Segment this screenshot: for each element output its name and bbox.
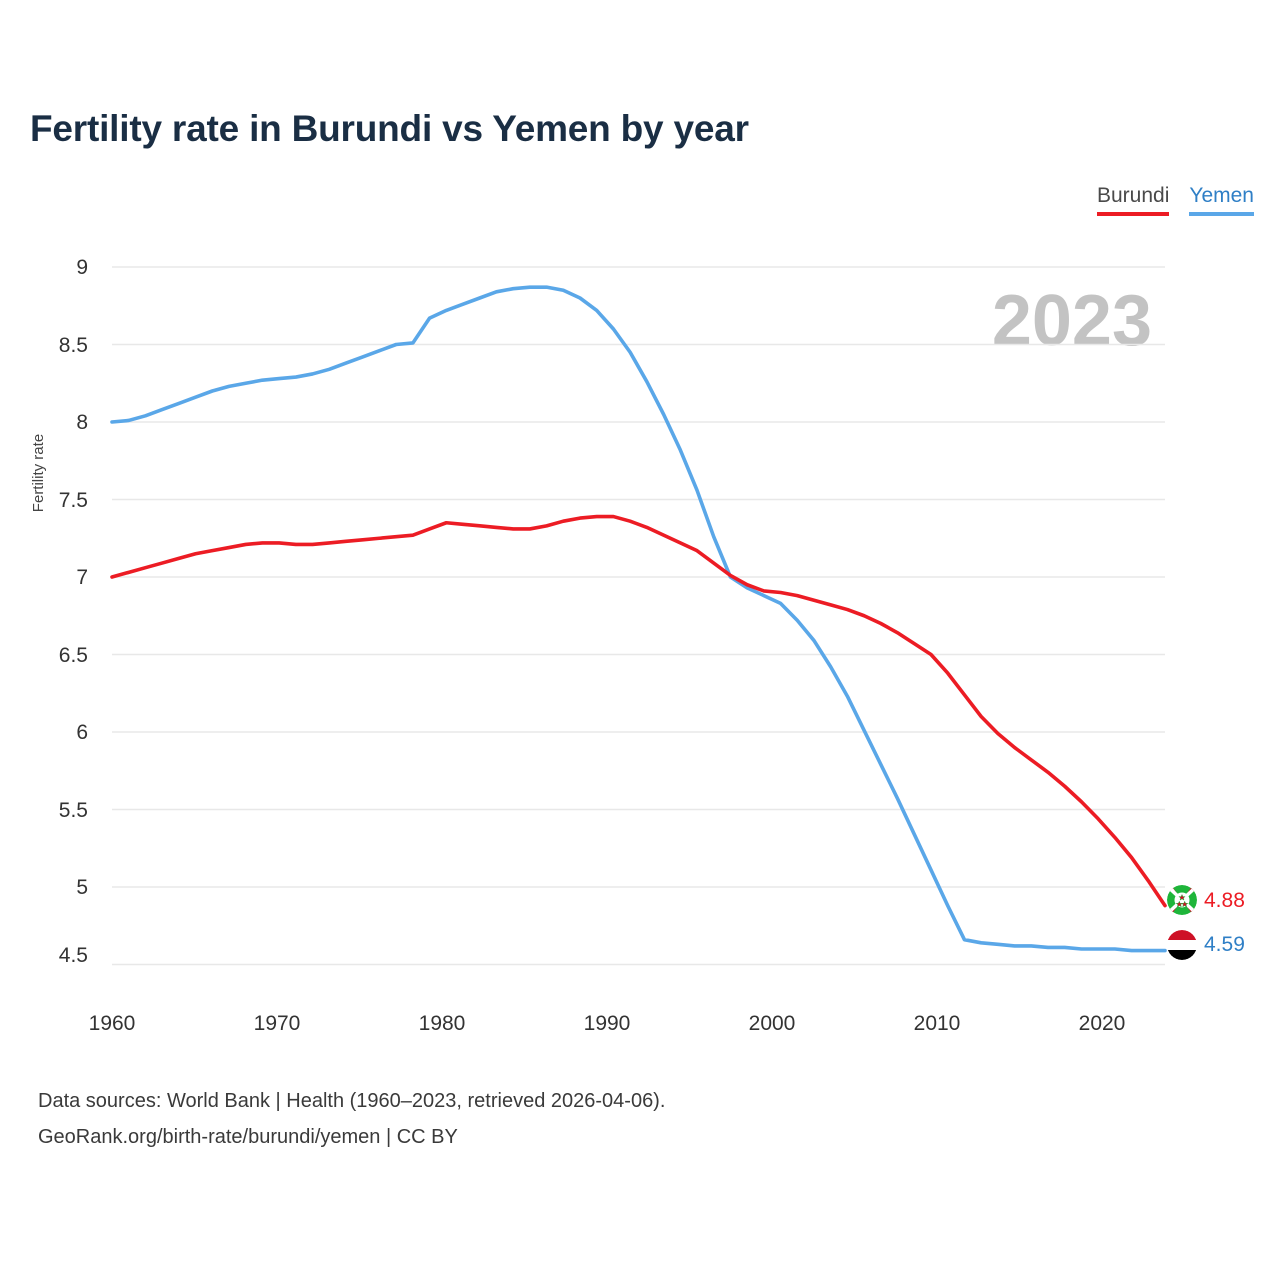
legend-item-burundi[interactable]: Burundi (1097, 184, 1169, 216)
watermark-year: 2023 (991, 281, 1152, 361)
y-axis-label: Fertility rate (30, 433, 47, 513)
y-tick-9: 9 (76, 256, 88, 279)
y-tick-6: 6 (76, 721, 88, 744)
x-tick-1980: 1980 (418, 1012, 466, 1035)
x-tick-1970: 1970 (253, 1012, 301, 1035)
y-tick-6_5: 6.5 (58, 644, 88, 667)
yemen-end-value: 4.59 (1204, 933, 1245, 956)
burundi-end-value: 4.88 (1204, 889, 1245, 912)
series-line-burundi (112, 517, 1165, 906)
legend-item-yemen[interactable]: Yemen (1189, 184, 1254, 216)
y-tick-5_5: 5.5 (58, 799, 88, 822)
y-tick-7_5: 7.5 (58, 489, 88, 512)
yemen-flag-icon (1167, 930, 1197, 960)
series-line-yemen (112, 287, 1165, 950)
x-tick-1960: 1960 (88, 1012, 136, 1035)
y-tick-8_5: 8.5 (58, 334, 88, 357)
y-tick-8: 8 (76, 411, 88, 434)
y-tick-5: 5 (76, 876, 88, 899)
page-title: Fertility rate in Burundi vs Yemen by year (30, 108, 749, 149)
y-tick-7: 7 (76, 566, 88, 589)
footer-attribution: GeoRank.org/birth-rate/burundi/yemen | CC BY (38, 1126, 458, 1148)
footer-data-sources: Data sources: World Bank | Health (1960–2023, retrieved 2026-04-06). (38, 1090, 666, 1112)
x-tick-2010: 2010 (913, 1012, 961, 1035)
burundi-flag-icon (1167, 885, 1197, 915)
x-tick-2020: 2020 (1078, 1012, 1126, 1035)
x-tick-2000: 2000 (748, 1012, 796, 1035)
x-tick-1990: 1990 (583, 1012, 631, 1035)
gridlines (112, 267, 1165, 965)
y-tick-4_5: 4.5 (58, 944, 88, 967)
